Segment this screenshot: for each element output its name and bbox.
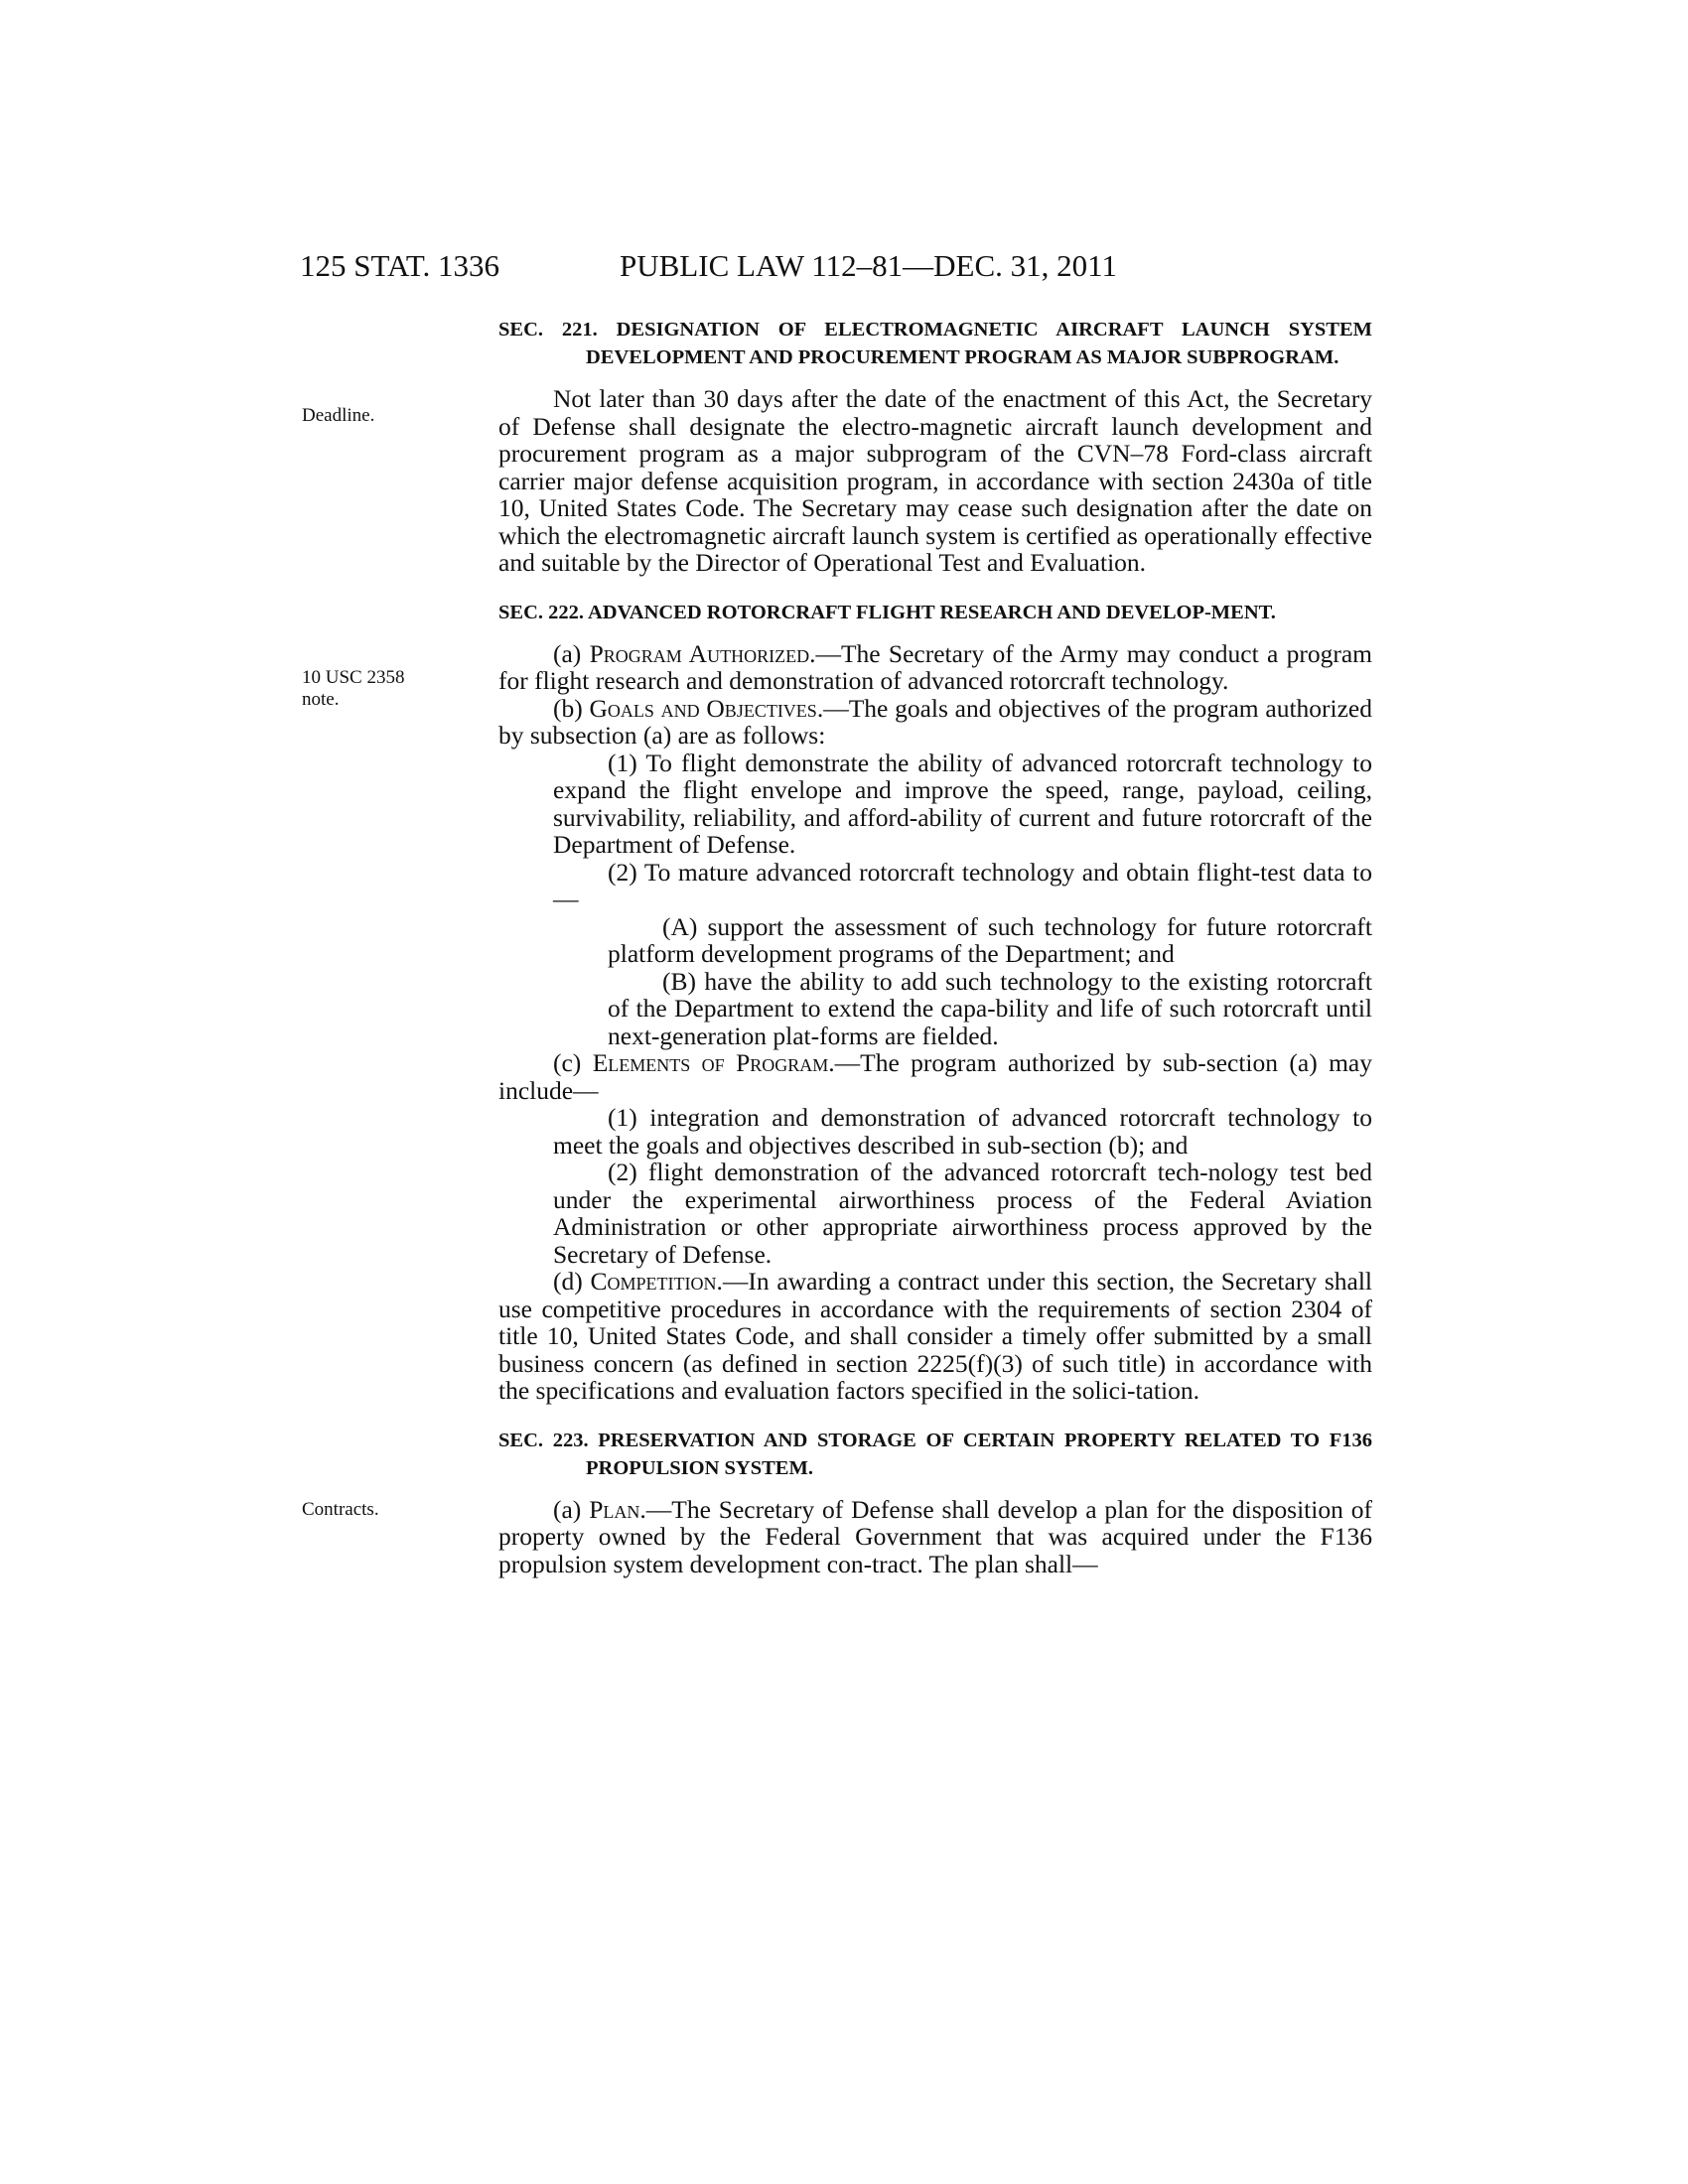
statute-reference: 125 STAT. 1336 (300, 248, 500, 283)
section-221-text: Not later than 30 days after the date of the enactment of this Act, the Secretary of Defense shall designate the electro-magnetic aircraft launch development and procurement program as a major subprogram of the CVN–78 Ford-class aircraft carrier major defense acquisition program, in accordance with section 2430a of title 10, United States Code. The Secretary may cease such designation after the date on which the electromagnetic aircraft launch system is certified as operationally effective and suitable by the Director of Operational Test and Evaluation. (498, 384, 1372, 577)
section-222-c (498, 1049, 1372, 1104)
subsection-label: (b) (553, 693, 590, 723)
subsection-text: —In awarding a contract under this section, the Secretary shall use competitive procedures in accordance with the requirements of section 2304 of title 10, United States Code, and shall consider a timely offer submitted by a small business concern (as defined in section 2225(f)(3) of such title) in accordance with the specifications and evaluation factors specified in the solici-tation. (498, 1267, 1372, 1405)
margin-note-usc-line2: note. (302, 689, 340, 710)
page-header (300, 248, 1372, 288)
section-222-b-2-A: (A) support the assessment of such technology for future rotorcraft platform development programs of the Department; and (608, 911, 1372, 968)
margin-note-deadline: Deadline. (302, 405, 375, 426)
section-223-a (498, 1496, 1372, 1578)
section-222-b-1: (1) To flight demonstrate the ability of advanced rotorcraft technology to expand the flight envelope and improve the speed, range, payload, ceiling, survivability, reliability, and afford-ability of current and future rotorcraft of the Department of Defense. (553, 748, 1372, 859)
section-221-heading: SEC. 221. DESIGNATION OF ELECTROMAGNETIC AIRCRAFT LAUNCH SYSTEM DEVELOPMENT AND PROCUREMENT PROGRAM AS MAJOR SUBPROGRAM. (498, 319, 1372, 368)
subsection-caption: Goals and Objectives. (589, 693, 824, 723)
section-222-d (498, 1268, 1372, 1405)
section-222-b-2: (2) To mature advanced rotorcraft technology and obtain flight-test data to— (553, 857, 1372, 913)
margin-note-contracts: Contracts. (302, 1499, 379, 1520)
section-222-a (498, 640, 1372, 695)
subsection-text: —The program authorized by sub-section (a) may include— (498, 1048, 1372, 1105)
subsection-caption: Competition. (590, 1267, 723, 1296)
subsection-text: —The goals and objectives of the program authorized by subsection (a) are as follows: (498, 693, 1372, 750)
margin-note-usc (302, 667, 404, 711)
subsection-text: —The Secretary of the Army may conduct a program for flight research and demonstration of advanced rotorcraft technology. (498, 638, 1372, 695)
section-222-b (498, 695, 1372, 750)
subsection-label: (a) (553, 1494, 590, 1524)
subsection-label: (d) (553, 1267, 591, 1296)
subsection-caption: Plan. (589, 1494, 646, 1524)
section-222-c-1: (1) integration and demonstration of advanced rotorcraft technology to meet the goals and objectives described in sub-section (b); and (553, 1103, 1372, 1160)
section-223-heading: SEC. 223. PRESERVATION AND STORAGE OF CERTAIN PROPERTY RELATED TO F136 PROPULSION SYSTEM. (498, 1429, 1372, 1479)
margin-note-usc-line1: 10 USC 2358 (302, 667, 405, 688)
subsection-label: (c) (553, 1048, 593, 1077)
section-222-heading: SEC. 222. ADVANCED ROTORCRAFT FLIGHT RESEARCH AND DEVELOP-MENT. (498, 601, 1276, 623)
subsection-label: (a) (553, 638, 590, 668)
document-body (498, 316, 1372, 1577)
law-title: PUBLIC LAW 112–81—DEC. 31, 2011 (620, 248, 1117, 283)
section-222-b-2-B: (B) have the ability to add such technology to the existing rotorcraft of the Department to extend the capa-bility and life of such rotorcraft until next-generation plat-forms are fielded. (608, 966, 1372, 1050)
subsection-caption: Elements of Program. (592, 1048, 835, 1077)
section-222-c-2: (2) flight demonstration of the advanced rotorcraft tech-nology test bed under the experimental airworthiness process of the Federal Aviation Administration or other appropriate airworthiness process approved by the Secretary of Defense. (553, 1158, 1372, 1269)
subsection-caption: Program Authorized. (589, 638, 816, 668)
subsection-text: —The Secretary of Defense shall develop a plan for the disposition of property owned by the Federal Government that was acquired under the F136 propulsion system development con-tract. The plan shall— (498, 1494, 1372, 1578)
